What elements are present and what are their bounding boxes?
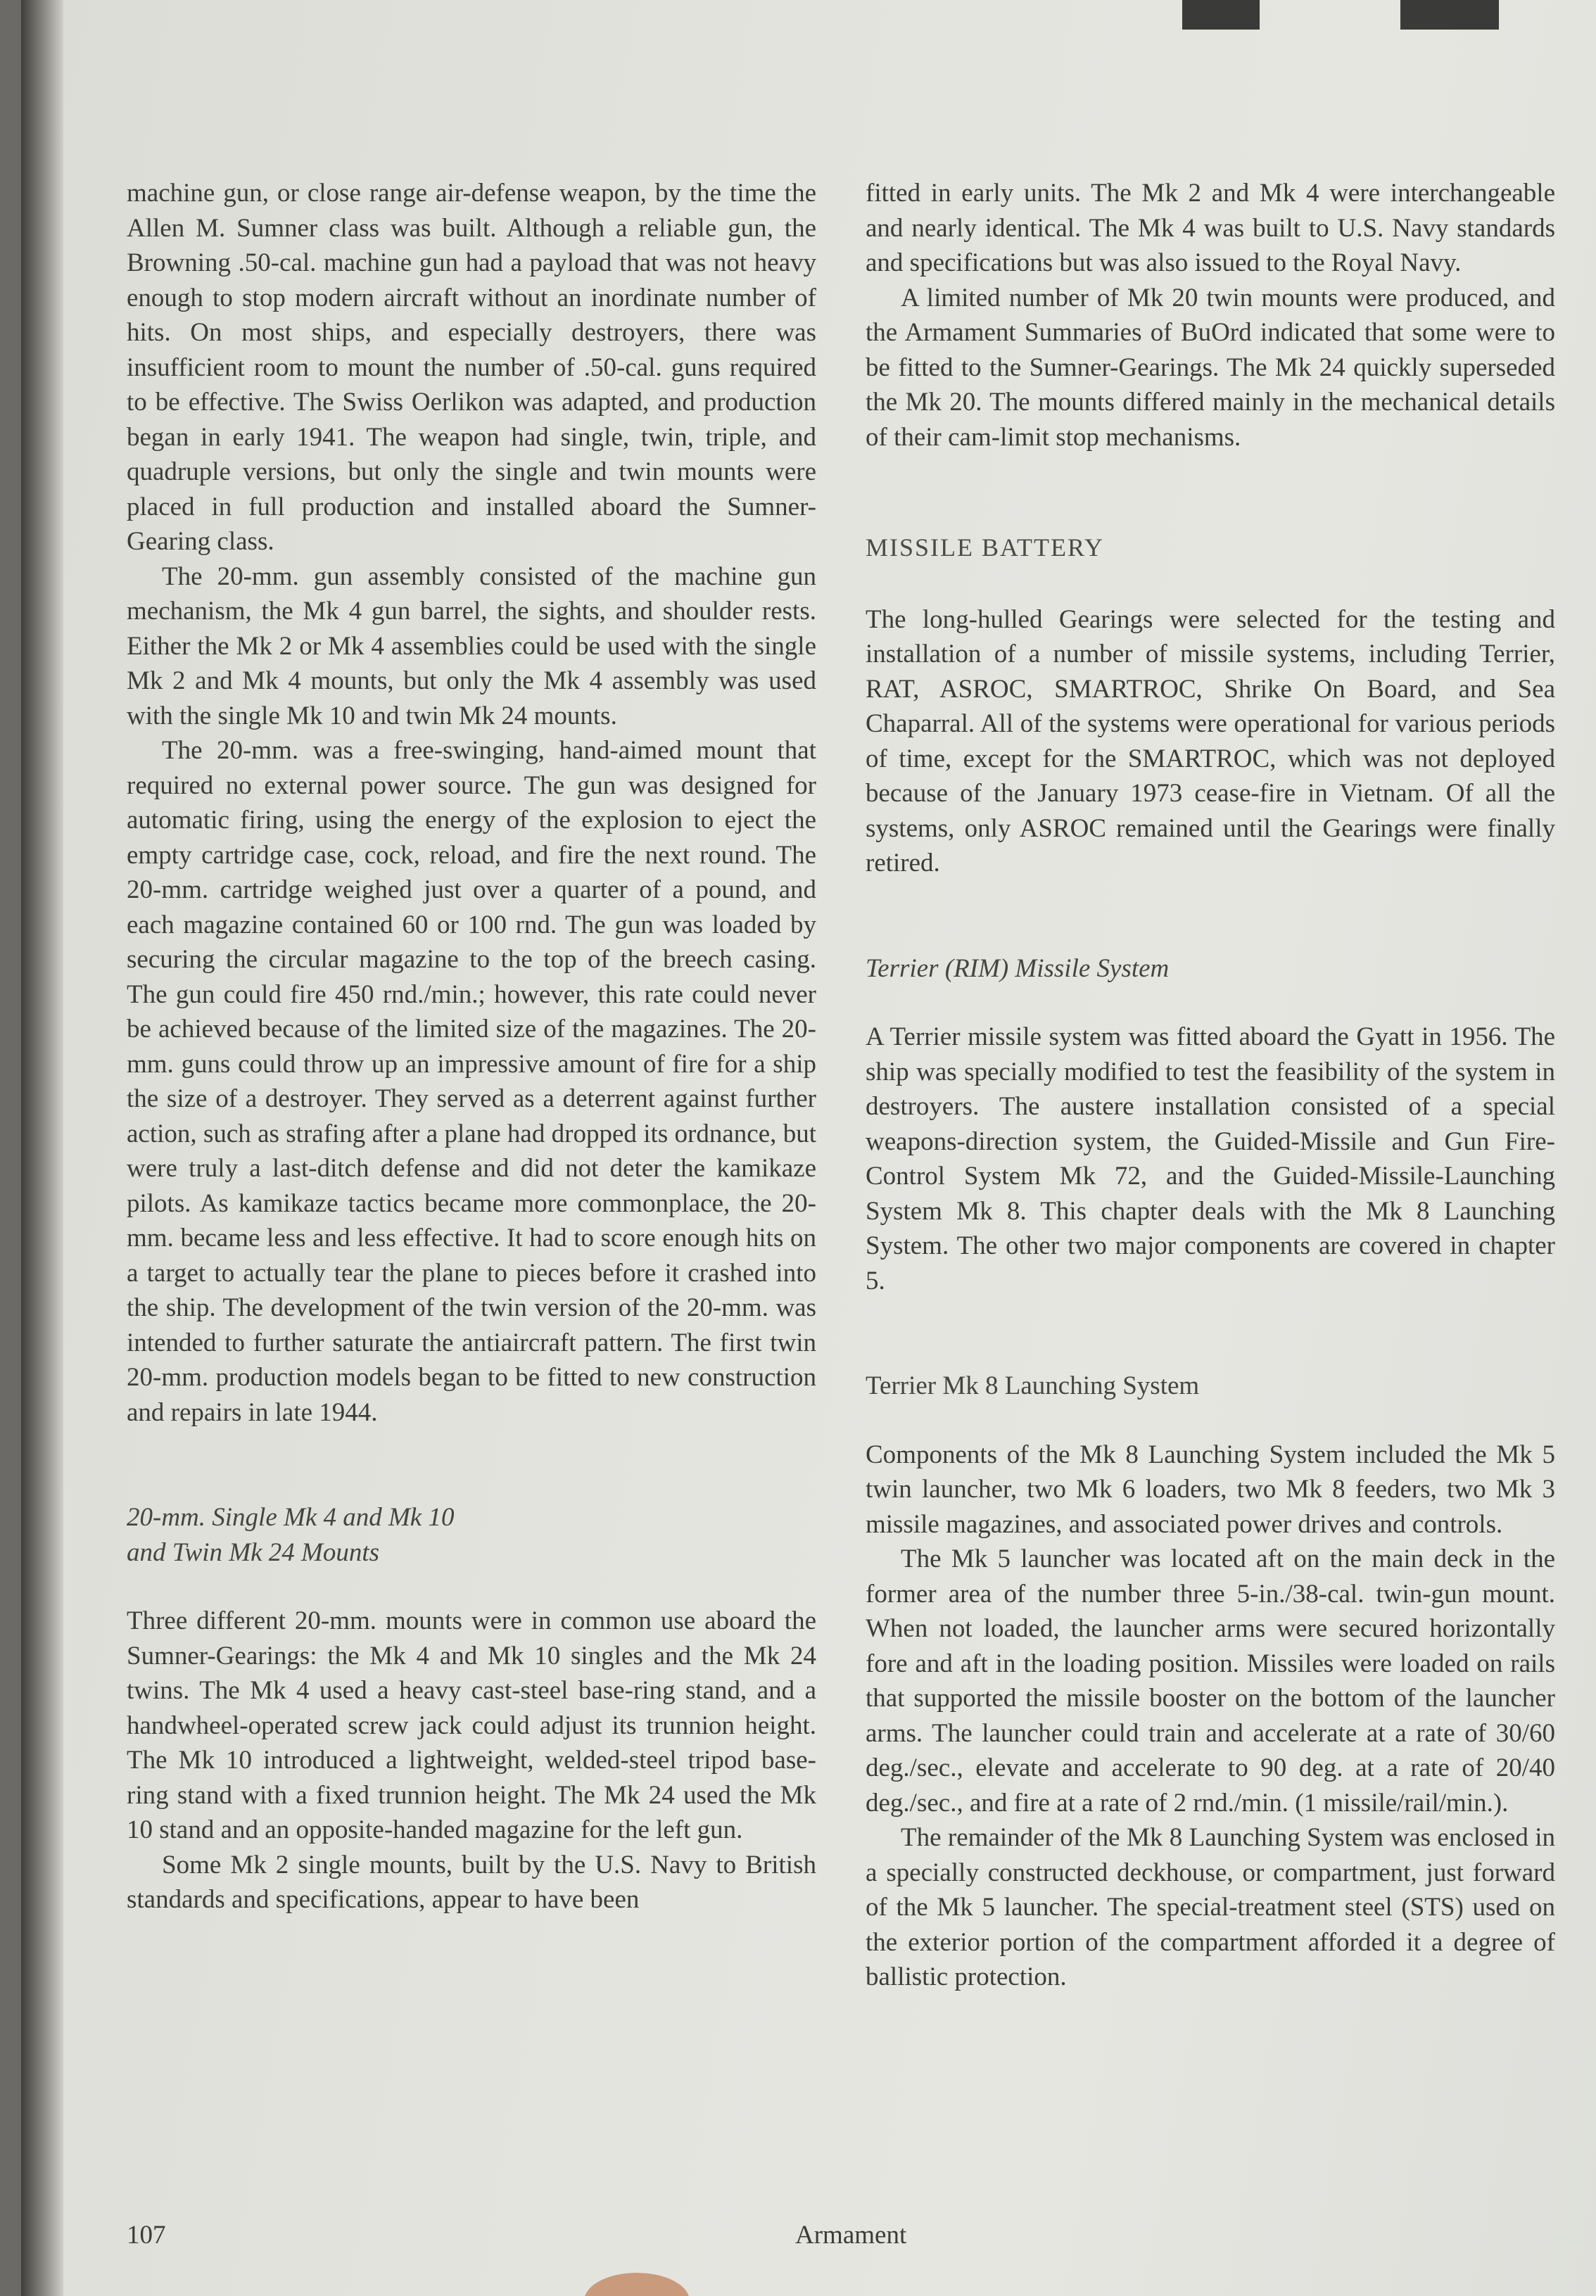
paragraph: machine gun, or close range air-defense weapon, by the time the Allen M. Sumner class was built. Although a reliable gun, the Browning .50-cal. machine gun had a payload that was not heavy enough to stop modern aircraft without an inordinate number of hits. On most ships, and especially destroyers, there was insufficient room to mount the number of .50-cal. guns required to be effective. The Swiss Oerlikon was adapted, and production began in early 1941. The weapon had single, twin, triple, and quadruple versions, but only the single and twin mounts were placed in full production and installed aboard the Sumner-Gearing class.: [127, 179, 816, 556]
subsection-heading: Terrier Mk 8 Launching System: [866, 1371, 1200, 1400]
paragraph: The 20-mm. gun assembly consisted of the machine gun mechanism, the Mk 4 gun barrel, the sights, and shoulder rests. Either the Mk 2 or Mk 4 assemblies could be used with the single Mk 2 and Mk 4 mounts, but only the Mk 4 assembly was used with the single Mk 10 and twin Mk 24 mounts.: [127, 562, 816, 730]
section-heading: MISSILE BATTERY: [866, 533, 1105, 562]
paragraph: Some Mk 2 single mounts, built by the U.S. Navy to British standards and specifications, appear to have been: [127, 1850, 816, 1914]
book-binding-shadow: [21, 0, 63, 2296]
paragraph: The 20-mm. was a free-swinging, hand-aimed mount that required no external power source. The gun was designed for automatic firing, using the energy of the explosion to eject the empty cartridge case, cock, reload, and fire the next round. The 20-mm. cartridge weighed just over a quarter of a pound, and each magazine contained 60 or 100 rnd. The gun was loaded by securing the circular magazine to the top of the breech casing. The gun could fire 450 rnd./min.; however, this rate could never be achieved because of the limited size of the magazines. The 20-mm. guns could throw up an impressive amount of fire for a ship the size of a destroyer. They served as a deterrent against further action, such as strafing after a plane had dropped its ordnance, but were truly a last-ditch defense and did not deter the kamikaze pilots. As kamikaze tactics became more commonplace, the 20-mm. became less and less effective. It had to score enough hits on a target to actually tear the plane to pieces before it crashed into the ship. The development of the twin version of the 20-mm. was intended to further saturate the antiaircraft pattern. The first twin 20-mm. production models began to be fitted to new construction and repairs in late 1944.: [127, 736, 816, 1427]
paragraph: Three different 20-mm. mounts were in common use aboard the Sumner-Gearings: the Mk 4 and Mk 10 singles and the Mk 24 twins. The Mk 4 used a heavy cast-steel base-ring stand, and a handwheel-operated screw jack could adjust its trunnion height. The Mk 10 introduced a lightweight, welded-steel tripod base-ring stand with a fixed trunnion height. The Mk 24 used the Mk 10 stand and an opposite-handed magazine for the left gun.: [127, 1606, 816, 1844]
paragraph: A Terrier missile system was fitted aboard the Gyatt in 1956. The ship was specially modified to test the feasibility of the system in destroyers. The austere installation consisted of a special weapons-direction system, the Guided-Missile and Gun Fire-Control System Mk 72, and the Guided-Missile-Launching System Mk 8. This chapter deals with the Mk 8 Launching System. The other two major components are covered in chapter 5.: [866, 1022, 1555, 1295]
paragraph: The Mk 5 launcher was located aft on the main deck in the former area of the number three 5-in./38-cal. twin-gun mount. When not loaded, the launcher arms were secured horizontally fore and aft in the loading position. Missiles were loaded on rails that supported the missile booster on the bottom of the launcher arms. The launcher could train and accelerate at a rate of 30/60 deg./sec., elevate and accelerate to 90 deg. at a rate of 20/40 deg./sec., and fire at a rate of 2 rnd./min. (1 missile/rail/min.).: [866, 1545, 1555, 1818]
subsection-heading-line: and Twin Mk 24 Mounts: [127, 1537, 380, 1567]
paragraph: The long-hulled Gearings were selected for the testing and installation of a number of missile systems, including Terrier, RAT, ASROC, SMARTROC, Shrike On Board, and Sea Chaparral. All of the systems were operational for various periods of time, except for the SMARTROC, which was not deployed because of the January 1973 cease-fire in Vietnam. Of all the systems, only ASROC remained until the Gearings were finally retired.: [866, 604, 1555, 877]
thumb-in-frame: [584, 2273, 690, 2296]
page-number: 107: [127, 2221, 166, 2250]
right-text-column: [866, 176, 1555, 1995]
top-edge-strip: [1400, 0, 1499, 30]
subsection-heading: [127, 1500, 816, 1570]
paragraph: A limited number of Mk 20 twin mounts were produced, and the Armament Summaries of BuOrd indicated that some were to be fitted to the Sumner-Gearings. The Mk 24 quickly superseded the Mk 20. The mounts differed mainly in the mechanical details of their cam-limit stop mechanisms.: [866, 283, 1555, 452]
subsection-heading-line: 20-mm. Single Mk 4 and Mk 10: [127, 1503, 455, 1532]
paragraph: fitted in early units. The Mk 2 and Mk 4 were interchangeable and nearly identical. The Mk 4 was built to U.S. Navy standards and specifications but was also issued to the Royal Navy.: [866, 179, 1555, 277]
book-page: [21, 0, 1596, 2296]
paragraph: Components of the Mk 8 Launching System included the Mk 5 twin launcher, two Mk 6 loaders, two Mk 8 feeders, two Mk 3 missile magazines, and associated power drives and controls.: [866, 1440, 1555, 1539]
left-text-column: [127, 176, 816, 1917]
running-title: Armament: [795, 2221, 907, 2250]
top-edge-strip: [1182, 0, 1260, 30]
paragraph: The remainder of the Mk 8 Launching System was enclosed in a specially constructed deckhouse, or compartment, just forward of the Mk 5 launcher. The special-treatment steel (STS) used on the exterior portion of the compartment afforded it a degree of ballistic protection.: [866, 1823, 1555, 1991]
subsection-heading: Terrier (RIM) Missile System: [866, 953, 1170, 983]
